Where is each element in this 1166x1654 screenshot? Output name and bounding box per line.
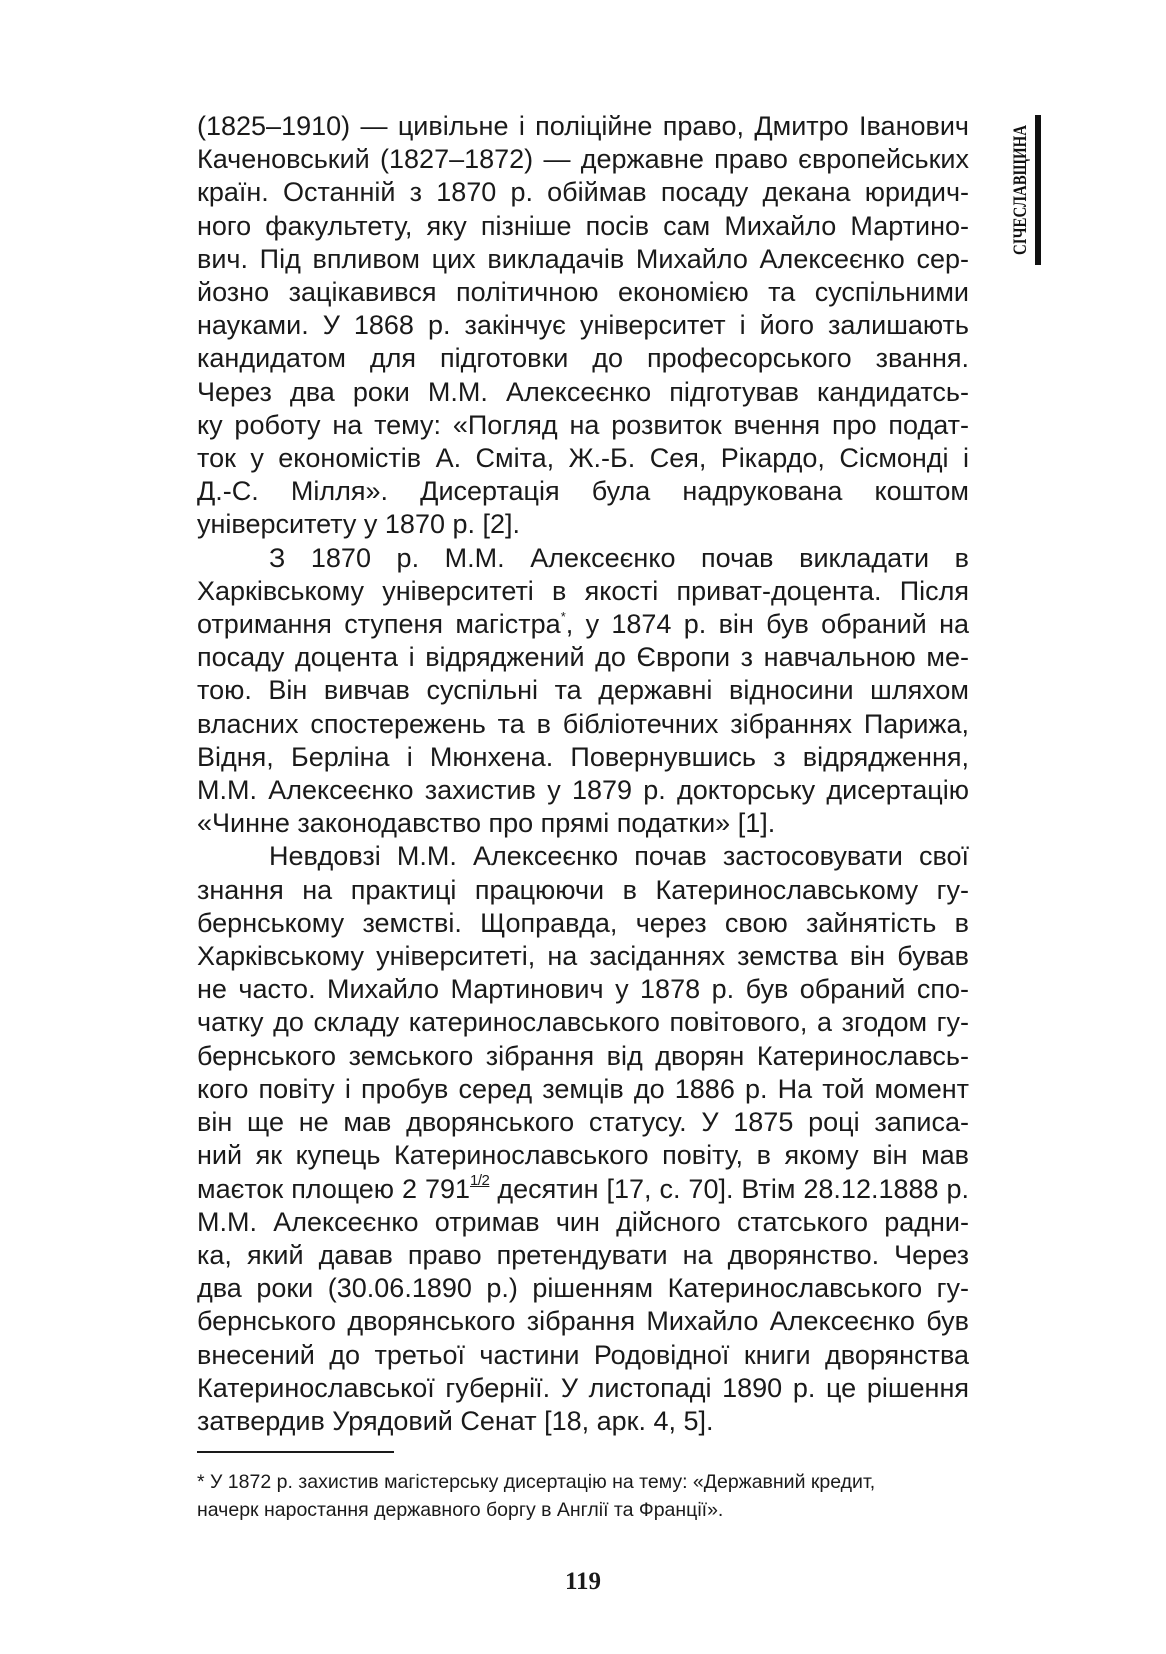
text-line: З 1870 р. М.М. Алексеєнко почав викладати в xyxy=(269,542,969,573)
text-fragment: отримання ступеня магістра xyxy=(197,609,561,640)
text-line: «Чинне законодавство про прямі податки» [1]. xyxy=(197,808,776,839)
fraction: 1/2 xyxy=(470,1171,490,1189)
text-line: (1825–1910) — цивільне і поліційне право, Дмитро Іванович xyxy=(197,111,969,141)
text-line: вич. Під впливом цих викладачів Михайло Алексеєнко сер- xyxy=(197,243,969,274)
text-fragment: , у 1874 р. він був обраний на xyxy=(565,609,970,640)
text-fragment: маєток площею 2 791 xyxy=(197,1173,471,1204)
text-line: ток у економістів А. Сміта, Ж.-Б. Сея, Рікардо, Сісмонді і xyxy=(197,443,969,474)
text-line: ка, який давав право претендувати на дворянство. Через xyxy=(197,1239,969,1270)
page-number: 119 xyxy=(564,1568,602,1595)
text-line: Каченовський (1827–1872) — державне право європейських xyxy=(197,144,969,175)
text-line: М.М. Алексеєнко захистив у 1879 р. докторську дисертацію xyxy=(197,775,969,806)
text-line: ного факультету, яку пізніше посів сам Михайло Мартино- xyxy=(197,210,969,241)
footnote-divider xyxy=(197,1451,394,1453)
text-line: бернського земського зібрання від дворян Катеринославсь- xyxy=(197,1040,969,1071)
text-line: не часто. Михайло Мартинович у 1878 р. був обраний спо- xyxy=(197,974,969,1005)
text-line: ний як купець Катеринославського повіту, в якому він мав xyxy=(197,1140,969,1171)
text-line: країн. Останній з 1870 р. обіймав посаду декана юридич- xyxy=(197,177,969,208)
text-line: два роки (30.06.1890 р.) рішенням Катеринославського гу- xyxy=(197,1273,969,1304)
text-line: бернському земстві. Щоправда, через свою зайнятість в xyxy=(197,907,969,938)
text-line: внесений до третьої частини Родовідної книги дворянства xyxy=(197,1339,969,1370)
footnote xyxy=(197,1468,969,1524)
footnote-line: начерк наростання державного боргу в Англії та Франції». xyxy=(197,1499,724,1521)
text-line: Харківському університеті, на засіданнях земства він бував xyxy=(197,941,969,972)
text-line: тою. Він вивчав суспільні та державні відносини шляхом xyxy=(197,675,969,706)
text-line: знання на практиці працюючи в Катеринославському гу- xyxy=(197,874,969,905)
series-logo-icon xyxy=(998,115,1044,265)
text-line: університету у 1870 р. [2]. xyxy=(197,509,521,540)
text-line: науками. У 1868 р. закінчує університет і його залишають xyxy=(197,310,969,341)
text-line: він ще не мав дворянського статусу. У 1875 році записа- xyxy=(197,1107,969,1138)
text-line: кого повіту і пробув серед земців до 1886 р. На той момент xyxy=(197,1073,969,1104)
text-line: чатку до складу катеринославського повітового, а згодом гу- xyxy=(197,1007,969,1038)
text-line: Невдовзі М.М. Алексеєнко почав застосовувати свої xyxy=(269,841,969,872)
text-line: Відня, Берліна і Мюнхена. Повернувшись з відрядження, xyxy=(197,741,969,772)
text-line xyxy=(197,608,969,641)
text-line: посаду доцента і відряджений до Європи з навчальною ме- xyxy=(197,642,969,673)
text-line: затвердив Урядовий Сенат [18, арк. 4, 5]. xyxy=(197,1405,714,1436)
series-logo-text: СІЧЕСЛАВЩИНА xyxy=(1010,115,1031,255)
text-line: М.М. Алексеєнко отримав чин дійсного статського радни- xyxy=(197,1206,969,1237)
text-line: ку роботу на тему: «Погляд на розвиток вчення про подат- xyxy=(197,409,969,440)
footnote-line: * У 1872 р. захистив магістерську дисертацію на тему: «Державний кредит, xyxy=(197,1471,876,1493)
text-line: бернського дворянського зібрання Михайло Алексеєнко був xyxy=(197,1306,969,1337)
text-line xyxy=(197,1173,969,1206)
text-line: Через два роки М.М. Алексеєнко підготував кандидатсь- xyxy=(197,376,969,407)
text-line: Харківському університеті в якості приват-доцента. Після xyxy=(197,575,969,606)
text-line: йозно зацікавився політичною економією та суспільними xyxy=(197,277,969,308)
text-fragment: десятин [17, с. 70]. Втім 28.12.1888 р. xyxy=(489,1173,969,1204)
text-line: власних спостережень та в бібліотечних зібраннях Парижа, xyxy=(197,708,969,739)
text-line: Катеринославської губернії. У листопаді 1890 р. це рішення xyxy=(197,1372,969,1403)
body-text xyxy=(197,110,969,1438)
text-line: Д.-С. Мілля». Дисертація була надрукована коштом xyxy=(197,476,969,507)
series-logo-graphic xyxy=(998,115,1044,265)
text-line: кандидатом для підготовки до професорського звання. xyxy=(197,343,969,374)
footnote-marker: * xyxy=(560,609,566,625)
